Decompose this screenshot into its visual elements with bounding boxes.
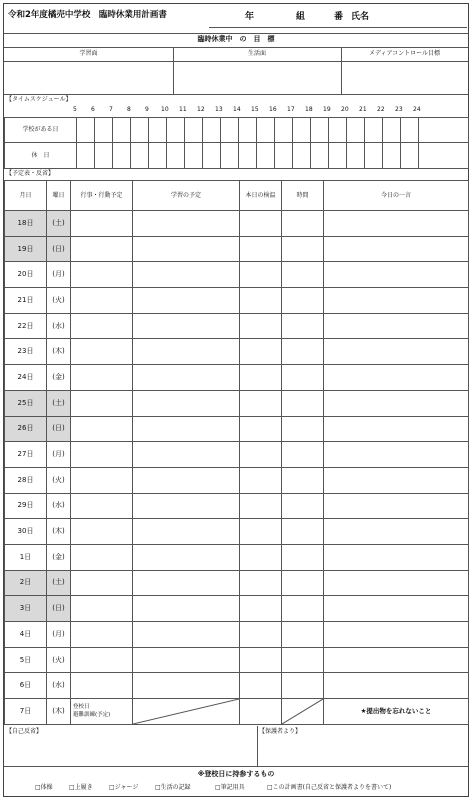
col-time: 時間	[282, 181, 324, 211]
goal-life-field[interactable]	[174, 62, 341, 94]
day-time-field[interactable]	[282, 673, 324, 699]
belonging-item[interactable]: □ジャージ	[109, 784, 139, 791]
day-comment-field[interactable]	[324, 288, 469, 314]
day-events-field[interactable]	[71, 622, 133, 648]
day-date: 7日	[5, 699, 47, 725]
day-date: 29日	[5, 493, 47, 519]
day-events-field[interactable]	[71, 211, 133, 237]
day-comment-field[interactable]	[324, 365, 469, 391]
belonging-item[interactable]: □この計画書(自己反省と保護者よりを書いて)	[267, 784, 392, 791]
day-study-field[interactable]	[133, 519, 240, 545]
day-time-field-crossed	[282, 699, 324, 725]
hour-label: 13	[215, 106, 223, 113]
plan-row	[5, 493, 469, 519]
day-comment-field[interactable]	[324, 390, 469, 416]
plan-row	[5, 365, 469, 391]
hour-label: 15	[251, 106, 259, 113]
day-temperature-field[interactable]	[240, 519, 282, 545]
day-weekday: (月)	[47, 442, 71, 468]
col-events: 行事・行動予定	[71, 181, 133, 211]
strike-line	[133, 699, 239, 724]
day-weekday: (火)	[47, 288, 71, 314]
day-time-field[interactable]	[282, 544, 324, 570]
belonging-item[interactable]: □体操	[35, 784, 53, 791]
day-temperature-field[interactable]	[240, 596, 282, 622]
hour-label: 14	[233, 106, 241, 113]
goal-life-label: 生活面	[247, 50, 266, 57]
hour-label: 6	[91, 106, 95, 113]
goal-study-label: 学習面	[79, 50, 98, 57]
day-time-field[interactable]	[282, 622, 324, 648]
day-study-field[interactable]	[133, 236, 240, 262]
day-temperature-field[interactable]	[240, 236, 282, 262]
hour-label: 21	[359, 106, 367, 113]
plan-row	[5, 236, 469, 262]
belonging-item[interactable]: □上履き	[69, 784, 93, 791]
day-time-field[interactable]	[282, 647, 324, 673]
day-temperature-field[interactable]	[240, 570, 282, 596]
day-study-field[interactable]	[133, 467, 240, 493]
day-comment-field[interactable]	[324, 442, 469, 468]
day-date: 30日	[5, 519, 47, 545]
day-date: 24日	[5, 365, 47, 391]
day-events-field[interactable]	[71, 673, 133, 699]
plan-row	[5, 211, 469, 237]
day-events-field[interactable]	[71, 442, 133, 468]
day-weekday: (日)	[47, 596, 71, 622]
day-events-field[interactable]	[71, 596, 133, 622]
hour-label: 12	[197, 106, 205, 113]
self-reflection-field[interactable]	[4, 738, 257, 766]
day-date: 2日	[5, 570, 47, 596]
day-temperature-field[interactable]	[240, 390, 282, 416]
day-date: 6日	[5, 673, 47, 699]
day-comment-field[interactable]	[324, 570, 469, 596]
day-events-field[interactable]	[71, 339, 133, 365]
goals-heading: 臨時休業中 の 目 標	[197, 35, 275, 43]
day-study-field-crossed	[133, 699, 240, 725]
day-temperature-field[interactable]	[240, 467, 282, 493]
day-study-field[interactable]	[133, 288, 240, 314]
day-comment-field[interactable]	[324, 647, 469, 673]
day-weekday: (水)	[47, 673, 71, 699]
day-date: 28日	[5, 467, 47, 493]
day-time-field[interactable]	[282, 442, 324, 468]
day-weekday: (金)	[47, 544, 71, 570]
hour-label: 9	[145, 106, 149, 113]
day-comment-field[interactable]	[324, 339, 469, 365]
day-comment-field[interactable]	[324, 236, 469, 262]
day-study-field[interactable]	[133, 493, 240, 519]
day-events-field[interactable]	[71, 544, 133, 570]
day-events-field[interactable]	[71, 288, 133, 314]
day-study-field[interactable]	[133, 390, 240, 416]
day-weekday: (水)	[47, 493, 71, 519]
day-time-field[interactable]	[282, 262, 324, 288]
day-temperature-field[interactable]	[240, 416, 282, 442]
day-weekday: (火)	[47, 467, 71, 493]
strike-line	[282, 699, 323, 724]
col-weekday: 曜日	[47, 181, 71, 211]
day-comment-field[interactable]	[324, 544, 469, 570]
day-date: 1日	[5, 544, 47, 570]
day-date: 23日	[5, 339, 47, 365]
day-events-field[interactable]	[71, 467, 133, 493]
plan-row	[5, 288, 469, 314]
timeschedule-grid	[4, 117, 469, 169]
plan-row	[5, 570, 469, 596]
day-events-field[interactable]	[71, 313, 133, 339]
day-events-field[interactable]	[71, 570, 133, 596]
hour-label: 16	[269, 106, 277, 113]
sheet-title: 令和2年度橘売中学校 臨時休業用計画書	[8, 10, 167, 20]
day-time-field[interactable]	[282, 339, 324, 365]
day-temperature-field[interactable]	[240, 442, 282, 468]
day-temperature-field[interactable]	[240, 544, 282, 570]
guardian-field[interactable]	[258, 738, 468, 766]
goal-media-field[interactable]	[342, 62, 468, 94]
day-comment-field[interactable]	[324, 519, 469, 545]
day-weekday: (日)	[47, 236, 71, 262]
day-time-field[interactable]	[282, 596, 324, 622]
day-comment-field[interactable]	[324, 596, 469, 622]
day-time-field[interactable]	[282, 390, 324, 416]
day-date: 5日	[5, 647, 47, 673]
day-temperature-field[interactable]	[240, 647, 282, 673]
plan-table	[4, 180, 469, 725]
day-time-field[interactable]	[282, 570, 324, 596]
day-date: 19日	[5, 236, 47, 262]
hour-label: 17	[287, 106, 295, 113]
class-label: 組	[296, 12, 306, 22]
hour-label: 8	[127, 106, 131, 113]
goal-media-label: メディアコントロール目標	[368, 50, 441, 57]
day-temperature-field[interactable]	[240, 699, 282, 725]
day-temperature-field[interactable]	[240, 211, 282, 237]
day-study-field[interactable]	[133, 596, 240, 622]
day-study-field[interactable]	[133, 313, 240, 339]
hour-label: 11	[179, 106, 187, 113]
hour-label: 23	[395, 106, 403, 113]
belonging-item[interactable]: □筆記用具	[215, 784, 245, 791]
day-date: 25日	[5, 390, 47, 416]
col-study-plan: 学習の予定	[133, 181, 240, 211]
col-temperature: 本日の検温	[240, 181, 282, 211]
plan-row	[5, 467, 469, 493]
day-study-field[interactable]	[133, 365, 240, 391]
day-events-field[interactable]	[71, 519, 133, 545]
day-date: 21日	[5, 288, 47, 314]
day-weekday: (土)	[47, 390, 71, 416]
day-study-field[interactable]	[133, 442, 240, 468]
reminder-note: ★提出物を忘れないこと	[324, 699, 469, 725]
day-time-field[interactable]	[282, 313, 324, 339]
day-time-field[interactable]	[282, 211, 324, 237]
day-study-field[interactable]	[133, 570, 240, 596]
plan-row	[5, 339, 469, 365]
day-events-field[interactable]	[71, 493, 133, 519]
hour-label: 24	[413, 106, 421, 113]
plan-row	[5, 313, 469, 339]
day-events-field[interactable]	[71, 262, 133, 288]
plan-heading: 【予定表・反省】	[6, 170, 55, 177]
self-reflection-label: 【自己反省】	[6, 728, 43, 735]
day-study-field[interactable]	[133, 339, 240, 365]
day-events-field[interactable]	[71, 416, 133, 442]
goal-study-field[interactable]	[4, 62, 173, 94]
day-study-field[interactable]	[133, 622, 240, 648]
number-label: 番	[334, 12, 344, 22]
day-study-field[interactable]	[133, 647, 240, 673]
day-temperature-field[interactable]	[240, 365, 282, 391]
day-temperature-field[interactable]	[240, 673, 282, 699]
day-study-field[interactable]	[133, 262, 240, 288]
day-time-field[interactable]	[282, 416, 324, 442]
day-date: 20日	[5, 262, 47, 288]
plan-row	[5, 596, 469, 622]
planning-sheet	[3, 3, 469, 797]
day-time-field[interactable]	[282, 519, 324, 545]
day-time-field[interactable]	[282, 236, 324, 262]
day-weekday: (火)	[47, 647, 71, 673]
plan-row	[5, 647, 469, 673]
hour-label: 10	[161, 106, 169, 113]
day-study-field[interactable]	[133, 416, 240, 442]
day-weekday: (木)	[47, 699, 71, 725]
day-temperature-field[interactable]	[240, 262, 282, 288]
col-daily-comment: 今日の一言	[324, 181, 469, 211]
day-comment-field[interactable]	[324, 416, 469, 442]
day-temperature-field[interactable]	[240, 288, 282, 314]
plan-row	[5, 442, 469, 468]
year-label: 年	[245, 12, 255, 22]
belongings-list	[35, 785, 465, 794]
plan-row	[5, 544, 469, 570]
day-time-field[interactable]	[282, 467, 324, 493]
day-temperature-field[interactable]	[240, 493, 282, 519]
day-weekday: (水)	[47, 313, 71, 339]
day-comment-field[interactable]	[324, 313, 469, 339]
plan-row	[5, 416, 469, 442]
day-comment-field[interactable]	[324, 673, 469, 699]
belonging-item[interactable]: □生活の記録	[155, 784, 191, 791]
day-weekday: (土)	[47, 211, 71, 237]
hour-label: 19	[323, 106, 331, 113]
event-line-2: 避難訓練(予定)	[73, 711, 111, 718]
day-events-field[interactable]	[71, 390, 133, 416]
day-date: 18日	[5, 211, 47, 237]
day-time-field[interactable]	[282, 365, 324, 391]
holiday-label: 休 日	[5, 143, 77, 169]
hour-label: 22	[377, 106, 385, 113]
day-date: 27日	[5, 442, 47, 468]
day-time-field[interactable]	[282, 288, 324, 314]
day-date: 3日	[5, 596, 47, 622]
hour-labels	[73, 106, 436, 116]
name-label: 氏名	[351, 12, 370, 22]
day-weekday: (木)	[47, 339, 71, 365]
day-temperature-field[interactable]	[240, 622, 282, 648]
day-date: 22日	[5, 313, 47, 339]
day-weekday: (日)	[47, 416, 71, 442]
day-date: 26日	[5, 416, 47, 442]
day-weekday: (月)	[47, 262, 71, 288]
plan-row	[5, 673, 469, 699]
day-study-field[interactable]	[133, 544, 240, 570]
plan-row	[5, 622, 469, 648]
day-weekday: (木)	[47, 519, 71, 545]
day-weekday: (金)	[47, 365, 71, 391]
plan-row-last	[5, 699, 469, 725]
day-comment-field[interactable]	[324, 211, 469, 237]
hour-label: 7	[109, 106, 113, 113]
day-comment-field[interactable]	[324, 622, 469, 648]
plan-row	[5, 519, 469, 545]
day-comment-field[interactable]	[324, 262, 469, 288]
day-events-field[interactable]	[71, 647, 133, 673]
day-events-field[interactable]	[71, 236, 133, 262]
day-weekday: (土)	[47, 570, 71, 596]
hour-label: 20	[341, 106, 349, 113]
day-study-field[interactable]	[133, 211, 240, 237]
hour-label: 5	[73, 106, 77, 113]
plan-row	[5, 262, 469, 288]
day-temperature-field[interactable]	[240, 313, 282, 339]
day-study-field[interactable]	[133, 673, 240, 699]
hour-label: 18	[305, 106, 313, 113]
day-time-field[interactable]	[282, 493, 324, 519]
day-comment-field[interactable]	[324, 467, 469, 493]
day-comment-field[interactable]	[324, 493, 469, 519]
day-date: 4日	[5, 622, 47, 648]
plan-row	[5, 390, 469, 416]
day-events-field	[71, 699, 133, 725]
guardian-label: 【保護者より】	[259, 728, 302, 735]
col-date: 月日	[5, 181, 47, 211]
belongings-heading: ※登校日に持参するもの	[197, 770, 275, 778]
school-day-label: 学校がある日	[5, 118, 77, 143]
day-temperature-field[interactable]	[240, 339, 282, 365]
day-weekday: (月)	[47, 622, 71, 648]
event-line-1: 登校日	[73, 704, 90, 711]
day-events-field[interactable]	[71, 365, 133, 391]
timeschedule-heading: 【タイムスケジュール】	[6, 96, 72, 103]
